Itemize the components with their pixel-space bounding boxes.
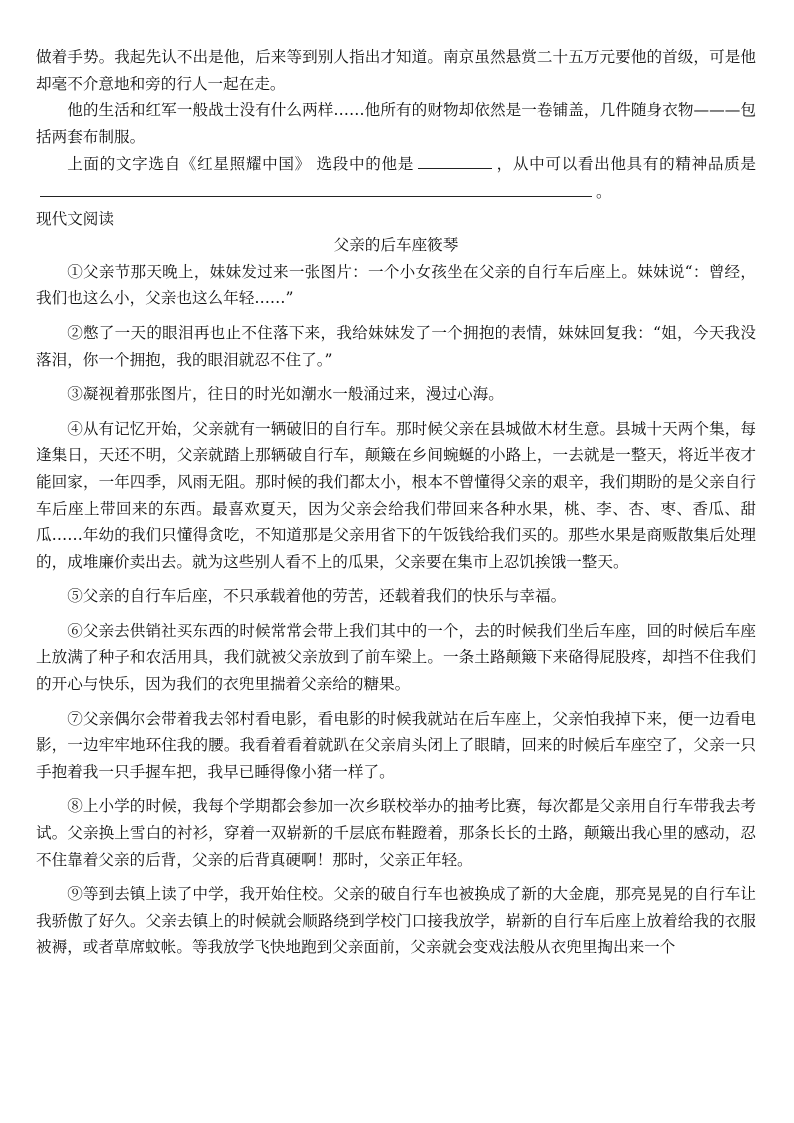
- article-title: 父亲的后车座筱琴: [333, 236, 459, 255]
- question-text-1: 上面的文字选自《红星照耀中国》 选段中的他是: [67, 155, 415, 174]
- article-paragraph-1: ①父亲节那天晚上，妹妹发过来一张图片：一个小女孩坐在父亲的自行车后座上。妹妹说“：曾经，我们也这么小，父亲也这么年轻……”: [36, 262, 756, 308]
- article-paragraph-2: ②憋了一天的眼泪再也止不住落下来，我给妹妹发了一个拥抱的表情，妹妹回复我：“姐，今天我没落泪，你一个拥抱，我的眼泪就忍不住了。”: [36, 323, 756, 369]
- section-label: 现代文阅读: [36, 209, 114, 228]
- article-paragraph-5: ⑤父亲的自行车后座，不只承载着他的劳苦，还载着我们的快乐与幸福。: [67, 587, 567, 606]
- article-paragraph-4: ④从有记忆开始，父亲就有一辆破旧的自行车。那时候父亲在县城做木材生意。县城十天两个集，每逢集日，天还不明，父亲就踏上那辆破自行车，颠簸在乡间蜿蜒的小路上，一去就是一整天，将近半夜才能回家，一年四季，风雨无阻。那时候的我们都太小，根本不曾懂得父亲的艰辛，我们期盼的是父亲自行车后座上带回来的东西。最喜欢夏天，因为父亲会给我们带回来各种水果，桃、李、杏、枣、香瓜、甜瓜……年幼的我们只懂得贪吃，不知道那是父亲用省下的午饭钱给我们买的。那些水果是商贩散集后处理的，成堆廉价卖出去。就为这些别人看不上的瓜果，父亲要在集市上忍饥挨饿一整天。: [36, 419, 756, 571]
- question-end: 。: [596, 182, 612, 201]
- answer-blank-person[interactable]: [418, 150, 492, 169]
- intro-paragraph-2: 他的生活和红军一般战士没有什么两样……他所有的财物却依然是一卷铺盖，几件随身衣物———包括两套布制服。: [36, 101, 756, 146]
- article-paragraph-8: ⑧上小学的时候，我每个学期都会参加一次乡联校举办的抽考比赛，每次都是父亲用自行车带我去考试。父亲换上雪白的衬衫，穿着一双崭新的千层底布鞋蹬着，那条长长的土路，颠簸出我心里的感动，忍不住靠着父亲的后背，父亲的后背真硬啊！那时，父亲正年轻。: [36, 797, 756, 869]
- answer-blank-quality[interactable]: [40, 178, 592, 197]
- article-paragraph-3: ③凝视着那张图片，往日的时光如潮水一般涌过来，漫过心海。: [67, 385, 504, 404]
- question-paragraph: [36, 150, 756, 205]
- document-page: [36, 44, 756, 961]
- intro-paragraph-1: 做着手势。我起先认不出是他，后来等到别人指出才知道。南京虽然悬赏二十五万元要他的首级，可是他却毫不介意地和旁的行人一起在走。: [36, 48, 756, 93]
- article-paragraph-6: ⑥父亲去供销社买东西的时候常常会带上我们其中的一个，去的时候我们坐后车座，回的时候后车座上放满了种子和农活用具，我们就被父亲放到了前车梁上。一条土路颠簸下来硌得屁股疼，却挡不住我们的开心与快乐，因为我们的衣兜里揣着父亲给的糖果。: [36, 621, 756, 694]
- article-paragraph-7: ⑦父亲偶尔会带着我去邻村看电影，看电影的时候我就站在后车座上，父亲怕我掉下来，便一边看电影，一边牢牢地环住我的腰。我看着看着就趴在父亲肩头闭上了眼睛，回来的时候后车座空了，父亲一只手抱着我一只手握车把，我早已睡得像小猪一样了。: [36, 709, 756, 781]
- question-text-2: ，从中可以看出他具有的精神品质是: [496, 155, 756, 174]
- article-paragraph-9: ⑨等到去镇上读了中学，我开始住校。父亲的破自行车也被换成了新的大金鹿，那亮晃晃的自行车让我骄傲了好久。父亲去镇上的时候就会顺路绕到学校门口接我放学，崭新的自行车后座上放着给我的衣服被褥，或者草席蚊帐。等我放学飞快地跑到父亲面前，父亲就会变戏法般从衣兜里掏出来一个: [36, 885, 756, 957]
